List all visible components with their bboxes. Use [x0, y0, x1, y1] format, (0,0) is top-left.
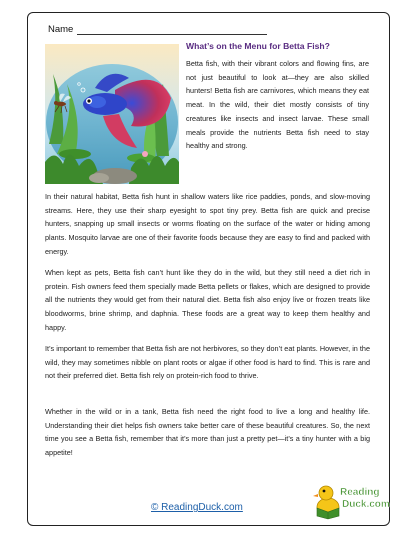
- duck-logo-icon: [314, 476, 390, 520]
- worksheet-title: What’s on the Menu for Betta Fish?: [186, 41, 330, 51]
- paragraph-1: Betta fish, with their vibrant colors and flowing fins, are not just beautiful to look at—they are also skilled hunters! Betta fish are carnivores, which means they eat meat. In the wild, their diet mostly consists of tiny creatures like insects and insect larvae. These small meals provide the nutrients Betta fish need to stay healthy and strong.: [186, 59, 369, 151]
- name-input-line[interactable]: [77, 24, 267, 35]
- paragraph-5: Whether in the wild or in a tank, Betta fish need the right food to live a long and healthy life. Understanding their diet helps fish owners take better care of these beautiful creatures. So, the next time you see a Betta fish, remember that it’s more than just a pretty pet—it’s a tiny hunter with a big appetite!: [45, 407, 370, 458]
- betta-fish-image: [45, 44, 179, 184]
- svg-text:Duck.com: Duck.com: [342, 499, 390, 510]
- paragraph-2: In their natural habitat, Betta fish hunt in shallow waters like rice paddies, ponds, and slow-moving streams. Here, they use their sharp eyesight to spot tiny prey. Betta fish are quick and precise hunters, snapping up small insects or worms floating on the surface of the water or hiding among plants. Mosquito larvae are one of their favorite foods because they are easy to find and packed with energy.: [45, 192, 370, 256]
- svg-text:Reading: Reading: [340, 487, 380, 498]
- readingduck-link[interactable]: © ReadingDuck.com: [151, 502, 243, 513]
- paragraph-3: When kept as pets, Betta fish can’t hunt like they do in the wild, but they still need a diet rich in protein. Fish owners feed them specially made Betta pellets or flakes, which are designed to provide all the nutrients they would get from their natural diet. Betta fish also enjoy live or frozen treats like bloodworms, brine shrimp, and daphnia. These foods are a great way to keep them healthy and happy.: [45, 268, 370, 332]
- paragraph-4: It’s important to remember that Betta fish are not herbivores, so they don’t eat plants. However, in the wild, they may sometimes nibble on plant roots or algae if other food is hard to find. This is rare and not their preferred diet. Betta fish rely on protein-rich food to thrive.: [45, 344, 370, 381]
- name-label: Name: [48, 24, 74, 35]
- betta-fish-illustration: [45, 44, 179, 184]
- readingduck-logo: [314, 476, 390, 520]
- name-field-row: [48, 24, 267, 35]
